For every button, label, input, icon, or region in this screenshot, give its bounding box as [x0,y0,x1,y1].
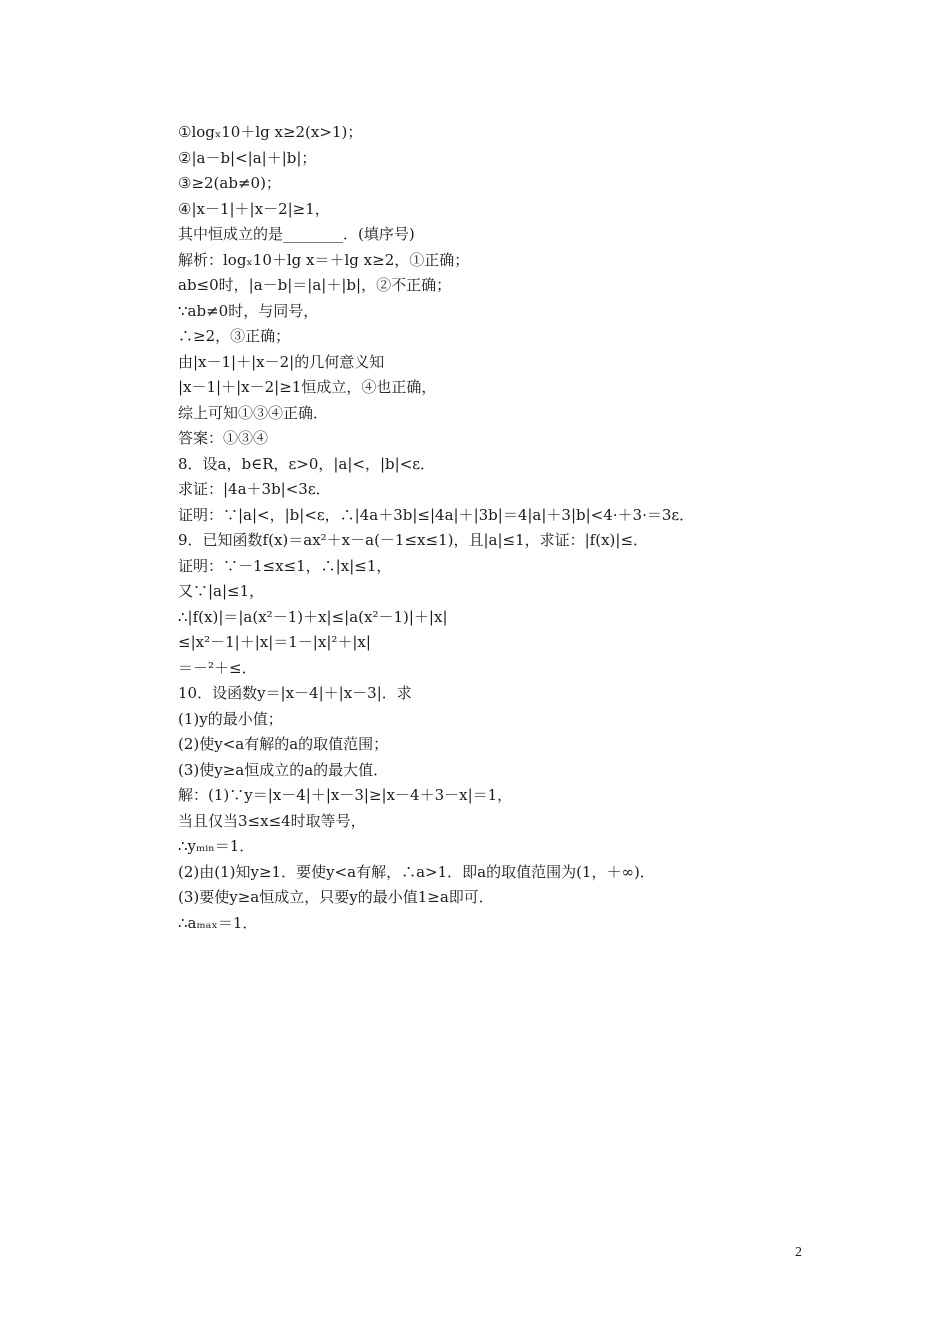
text-line: 又∵|a|≤1， [178,582,265,600]
text-line: 解：(1)∵y＝|x－4|＋|x－3|≥|x－4＋3－x|＝1， [178,786,513,804]
text-line: ≤|x²－1|＋|x|＝1－|x|²＋|x| [178,633,371,651]
text-line: 当且仅当3≤x≤4时取等号， [178,811,366,830]
text-line: 综上可知①③④正确． [178,403,329,422]
text-line: |x－1|＋|x－2|≥1恒成立，④也正确， [178,378,437,396]
text-line: 答案：①③④ [178,429,269,447]
text-line: ∴|f(x)|＝|a(x²－1)＋x|≤|a(x²－1)|＋|x| [178,607,448,626]
text-line: (2)由(1)知y≥1．要使y<a有解，∴a>1．即a的取值范围为(1，＋∞)． [178,862,655,881]
text-line: 证明：∵－1≤x≤1，∴|x|≤1， [178,556,392,575]
text-line: ④|x－1|＋|x－2|≥1， [178,199,330,218]
text-line: ②|a－b|<|a|＋|b|； [178,148,317,167]
text-line: (1)y的最小值； [178,709,283,728]
text-line: ∴aₘₐₓ＝1． [178,913,258,932]
text-line: 求证：|4a＋3b|<3ε． [178,480,331,498]
document-body [178,120,818,936]
text-line: (3)使y≥a恒成立的a的最大值． [178,760,389,779]
text-line: (3)要使y≥a恒成立，只要y的最小值1≥a即可． [178,888,494,906]
text-line: ∴≥2，③正确； [178,327,291,345]
text-line: 证明：∵|a|<，|b|<ε，∴|4a＋3b|≤|4a|＋|3b|＝4|a|＋3|b|<4·＋3·＝3ε． [178,505,695,524]
text-line: ＝－²＋≤． [178,658,257,677]
text-line: ①logₓ10＋lg x≥2(x>1)； [178,123,363,141]
text-line: 8．设a，b∈R，ε>0，|a|<，|b|<ε． [178,454,436,473]
text-line: 10．设函数y＝|x－4|＋|x－3|．求 [178,684,412,702]
text-line: 由|x－1|＋|x－2|的几何意义知 [178,352,385,371]
text-line: 9．已知函数f(x)＝ax²＋x－a(－1≤x≤1)，且|a|≤1，求证：|f(x)|≤． [178,531,649,549]
page-number: 2 [795,1245,802,1260]
text-line: ③≥2(ab≠0)； [178,174,281,192]
text-line: ab≤0时，|a－b|＝|a|＋|b|，②不正确； [178,276,452,294]
text-line: ∴yₘᵢₙ＝1． [178,837,255,855]
text-line: 解析：logₓ10＋lg x＝＋lg x≥2，①正确； [178,250,470,269]
text-line: 其中恒成立的是________．(填序号) [178,225,415,243]
text-line: (2)使y<a有解的a的取值范围； [178,735,389,753]
text-line: ∵ab≠0时，与同号， [178,301,319,320]
